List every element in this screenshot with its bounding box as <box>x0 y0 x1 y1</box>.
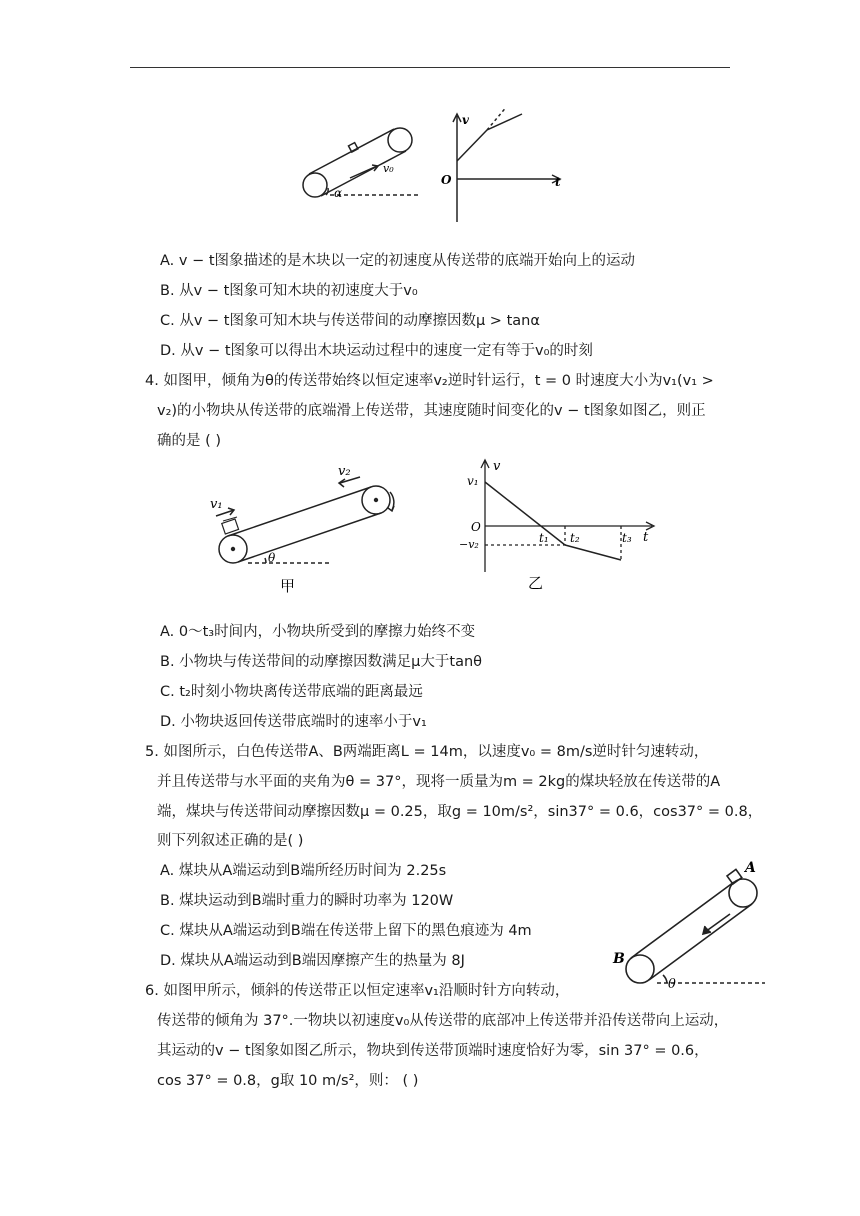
header-rule <box>130 67 730 68</box>
q4-option-b: B. 小物块与传送带间的动摩擦因数满足μ大于tanθ <box>160 654 483 670</box>
q3-alpha-label: α <box>334 186 343 200</box>
q4-line-2: v₂)的小物块从传送带的底端滑上传送带，其速度随时间变化的v − t图象如图乙，则正 <box>157 403 706 419</box>
q4-yi-v: v <box>493 459 501 474</box>
q3-graph-v: v <box>462 113 469 127</box>
q6-line-3: 其运动的v − t图象如图乙所示，物块到传送带顶端时速度恰好为零，sin 37° = 0.6， <box>157 1043 709 1059</box>
q4-option-d: D. 小物块返回传送带底端时的速率小于v₁ <box>160 714 427 730</box>
q5-belt-figure <box>605 860 770 992</box>
q4-yi-neg-v2: −v₂ <box>459 538 479 551</box>
q4-jia-theta: θ <box>268 551 276 565</box>
q5-option-b: B. 煤块运动到B端时重力的瞬时功率为 120W <box>160 893 454 909</box>
q4-yi-O: O <box>471 520 481 534</box>
q5-line-2: 并且传送带与水平面的夹角为θ = 37°，现将一质量为m = 2kg的煤块轻放在传送带的A <box>157 774 721 790</box>
q4-fig-yi <box>455 455 670 595</box>
q3-option-b: B. 从v − t图象可知木块的初速度大于v₀ <box>160 283 418 299</box>
q4-yi-t3: t₃ <box>622 531 632 545</box>
q5-option-a: A. 煤块从A端运动到B端所经历时间为 2.25s <box>160 863 447 879</box>
q3-option-d: D. 从v − t图象可以得出木块运动过程中的速度一定有等于v₀的时刻 <box>160 343 593 359</box>
q4-fig-jia <box>200 458 410 598</box>
q5-line-3: 端，煤块与传送带间动摩擦因数μ = 0.25，取g = 10m/s²，sin37° = 0.6，cos37° = 0.8， <box>157 804 763 820</box>
q3-option-c: C. 从v − t图象可知木块与传送带间的动摩擦因数μ > tanα <box>160 313 540 329</box>
q4-jia-v2: v₂ <box>338 464 351 479</box>
q3-option-a: A. v − t图象描述的是木块以一定的初速度从传送带的底端开始向上的运动 <box>160 253 636 269</box>
q5-line-1: 5. 如图所示，白色传送带A、B两端距离L = 14m，以速度v₀ = 8m/s逆时针匀速转动， <box>145 744 709 760</box>
q3-vt-graph <box>440 108 565 224</box>
q4-line-1: 4. 如图甲，倾角为θ的传送带始终以恒定速率v₂逆时针运行，t = 0 时速度大小为v₁(v₁ > <box>145 373 714 389</box>
q5-label-A: A <box>745 860 756 876</box>
q4-option-a: A. 0～t₃时间内，小物块所受到的摩擦力始终不变 <box>160 624 476 640</box>
q3-v0-label: v₀ <box>383 162 394 175</box>
q4-line-3: 确的是 ( ) <box>157 433 222 449</box>
q4-option-c: C. t₂时刻小物块离传送带底端的距离最远 <box>160 684 423 700</box>
q5-option-c: C. 煤块从A端运动到B端在传送带上留下的黑色痕迹为 4m <box>160 923 532 939</box>
q4-yi-v1: v₁ <box>467 474 479 488</box>
q6-line-4: cos 37° = 0.8，g取 10 m/s²，则： ( ) <box>157 1073 419 1089</box>
q4-yi-t2: t₂ <box>570 531 580 545</box>
q3-graph-t: t <box>555 175 561 189</box>
q5-theta: θ <box>668 977 676 992</box>
q5-line-4: 则下列叙述正确的是( ) <box>157 833 304 849</box>
q4-jia-v1: v₁ <box>210 497 223 512</box>
q4-yi-caption: 乙 <box>528 574 544 592</box>
q3-graph-O: O <box>441 173 452 187</box>
q3-belt-figure <box>300 120 420 202</box>
q5-label-B: B <box>613 951 625 967</box>
q6-line-1: 6. 如图甲所示，倾斜的传送带正以恒定速率v₁沿顺时针方向转动， <box>145 983 570 999</box>
q4-yi-t1: t₁ <box>539 531 549 545</box>
q4-yi-t: t <box>643 530 649 545</box>
q5-option-d: D. 煤块从A端运动到B端因摩擦产生的热量为 8J <box>160 953 465 969</box>
q6-line-2: 传送带的倾角为 37°.一物块以初速度v₀从传送带的底部冲上传送带并沿传送带向上运动， <box>157 1013 729 1029</box>
q4-jia-caption: 甲 <box>280 577 296 595</box>
